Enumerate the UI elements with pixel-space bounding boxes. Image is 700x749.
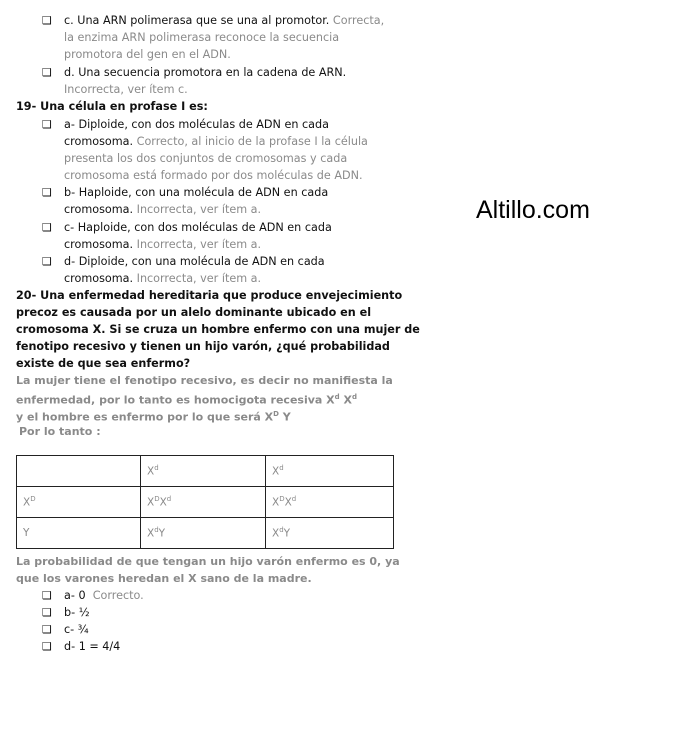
punnett-cell: $X^dY$	[141, 518, 266, 549]
allele-superscript: d	[351, 393, 357, 401]
punnett-cell: $X^DX^d$	[266, 487, 394, 518]
allele-superscript: D	[154, 495, 160, 504]
q19-option-c-line1: c- Haploide, con dos moléculas de ADN en cada	[64, 221, 332, 234]
q19-option-b-text: cromosoma.	[64, 203, 134, 216]
q18-option-c-label: c. Una ARN polimerasa que se una al promotor.	[64, 14, 330, 27]
q19-option-a-note-line: presenta los dos conjuntos de cromosomas y cada	[64, 152, 348, 165]
punnett-header-row	[17, 456, 394, 487]
allele-superscript: d	[279, 526, 284, 535]
checkbox-icon: ❑	[42, 66, 52, 79]
allele-superscript: D	[273, 410, 279, 418]
q19-option-c-line2	[64, 236, 261, 253]
q20-option-a-label: a- 0	[64, 589, 86, 602]
punnett-cell: $X^d$	[266, 456, 394, 487]
punnett-cell: $X^D$	[17, 487, 141, 518]
punnett-row	[17, 518, 394, 549]
q19-option-a-text: cromosoma.	[64, 135, 134, 148]
q20-option-a	[64, 587, 144, 604]
q19-option-b-note: Incorrecta, ver ítem a.	[136, 203, 262, 216]
q18-option-c-note-line: promotora del gen en el ADN.	[64, 48, 231, 61]
q18-option-c	[64, 12, 384, 29]
q20-explanation-text: Y	[278, 410, 291, 424]
q19-option-a-line2	[64, 133, 368, 150]
q18-option-c-note: Correcta,	[332, 14, 385, 27]
q20-option-c-label: c- ¾	[64, 623, 89, 636]
q19-option-c-note: Incorrecta, ver ítem a.	[136, 238, 262, 251]
allele-superscript: d	[154, 464, 159, 473]
q20-title-line: existe de que sea enfermo?	[16, 357, 191, 370]
punnett-cell: $X^d$	[141, 456, 266, 487]
q20-conclusion-line: La probabilidad de que tengan un hijo varón enfermo es 0, ya	[16, 555, 400, 568]
q19-option-a-note-line: cromosoma está formado por dos moléculas de ADN.	[64, 169, 363, 182]
q19-title: 19- Una célula en profase I es:	[16, 100, 208, 113]
checkbox-icon: ❑	[42, 118, 52, 131]
brand-watermark: Altillo.com	[476, 196, 590, 224]
checkbox-icon: ❑	[42, 606, 52, 619]
q18-option-d-label: d. Una secuencia promotora en la cadena de ARN.	[64, 66, 347, 79]
q19-option-c-text: cromosoma.	[64, 238, 134, 251]
q20-option-b-label: b- ½	[64, 606, 90, 619]
q19-option-a-note: Correcto, al inicio de la profase I la célula	[136, 135, 368, 148]
allele-superscript: d	[166, 495, 172, 504]
q18-option-d-note: Incorrecta, ver ítem c.	[64, 83, 188, 96]
q19-option-d-text: cromosoma.	[64, 272, 134, 285]
q19-option-b-line1: b- Haploide, con una molécula de ADN en cada	[64, 186, 329, 199]
q19-option-d-note: Incorrecta, ver ítem a.	[136, 272, 262, 285]
q20-explanation-text: y el hombre es enfermo por lo que será X	[16, 410, 274, 424]
checkbox-icon: ❑	[42, 221, 52, 234]
q20-option-a-note: Correcto.	[92, 589, 144, 602]
q20-explanation-line: La mujer tiene el fenotipo recesivo, es decir no manifiesta la	[16, 374, 393, 387]
q19-option-d-line1: d- Diploide, con una molécula de ADN en cada	[64, 255, 325, 268]
allele-superscript: d	[334, 393, 340, 401]
checkbox-icon: ❑	[42, 186, 52, 199]
q20-title-line: fenotipo recesivo y tienen un hijo varón, ¿qué probabilidad	[16, 340, 390, 353]
checkbox-icon: ❑	[42, 14, 52, 27]
punnett-cell: Y	[17, 518, 141, 549]
punnett-cell: $X^DX^d$	[141, 487, 266, 518]
q20-title-line: cromosoma X. Si se cruza un hombre enfermo con una mujer de	[16, 323, 420, 336]
punnett-square	[16, 455, 394, 549]
q19-option-a-line1: a- Diploide, con dos moléculas de ADN en cada	[64, 118, 329, 131]
checkbox-icon: ❑	[42, 623, 52, 636]
checkbox-icon: ❑	[42, 589, 52, 602]
checkbox-icon: ❑	[42, 255, 52, 268]
checkbox-icon: ❑	[42, 640, 52, 653]
allele-superscript: D	[30, 495, 36, 504]
q20-conclusion-line: que los varones heredan el X sano de la madre.	[16, 572, 312, 585]
q19-option-d-line2	[64, 270, 261, 287]
punnett-cell	[17, 456, 141, 487]
allele-superscript: D	[279, 495, 285, 504]
punnett-cell: $X^dY$	[266, 518, 394, 549]
q19-option-b-line2	[64, 201, 261, 218]
allele-superscript: d	[154, 526, 159, 535]
q20-option-d-label: d- 1 = 4/4	[64, 640, 121, 653]
allele-superscript: d	[291, 495, 297, 504]
q18-option-c-note-line: la enzima ARN polimerasa reconoce la secuencia	[64, 31, 340, 44]
q20-title-line: 20- Una enfermedad hereditaria que produce envejecimiento	[16, 289, 403, 302]
q20-explanation-line: Por lo tanto :	[19, 425, 101, 438]
q20-explanation-text: enfermedad, por lo tanto es homocigota recesiva X	[16, 393, 335, 407]
allele-superscript: d	[279, 464, 284, 473]
q20-title-line: precoz es causada por un alelo dominante ubicado en el	[16, 306, 372, 319]
punnett-row	[17, 487, 394, 518]
q20-explanation-text: X	[339, 393, 352, 407]
